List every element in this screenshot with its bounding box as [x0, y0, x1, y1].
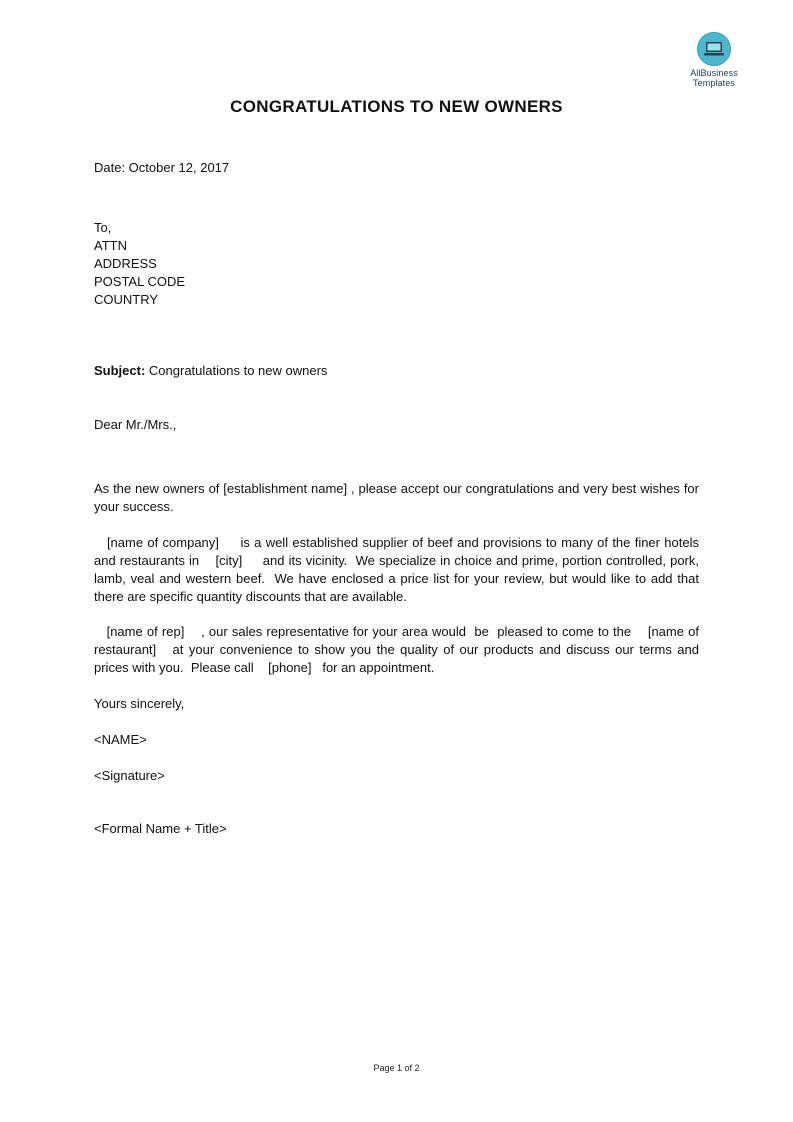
page-title: CONGRATULATIONS TO NEW OWNERS	[230, 97, 563, 116]
company-logo	[682, 32, 746, 88]
logo-line-1: AllBusiness	[690, 68, 738, 78]
sender-name: <NAME>	[94, 732, 147, 747]
closing: Yours sincerely,	[94, 696, 185, 711]
recipient-to: To,	[94, 220, 112, 235]
signature-placeholder: <Signature>	[94, 768, 165, 783]
subject-line	[94, 362, 327, 380]
recipient-address: ADDRESS	[94, 256, 157, 271]
recipient-country: COUNTRY	[94, 292, 159, 307]
logo-line-2: Templates	[693, 78, 735, 88]
date-line: Date: October 12, 2017	[94, 160, 230, 175]
subject-label: Subject:	[94, 363, 146, 378]
formal-name-title: <Formal Name + Title>	[94, 821, 227, 836]
subject-text: Congratulations to new owners	[145, 363, 328, 378]
paragraph-3: [name of rep] , our sales representative for your area would be pleased to come to the [name of restaurant] at your convenience to show you the quality of our products and discuss our terms and prices with you. Please call [phone] for an appointment.	[94, 624, 703, 675]
logo-text	[682, 68, 746, 88]
page-number: Page 1 of 2	[373, 1063, 420, 1073]
salutation: Dear Mr./Mrs.,	[94, 417, 177, 432]
recipient-attn: ATTN	[94, 238, 127, 253]
paragraph-1: As the new owners of [establishment name] , please accept our congratulations and very best wishes for your success.	[94, 481, 699, 514]
paragraph-2: [name of company] is a well established supplier of beef and provisions to many of the finer hotels and restaurants in [city] and its vicinity. We specialize in choice and prime, portion controlled, pork, lamb, veal and western beef. We have enclosed a price list for your review, but would like to add that there are specific quantity discounts that are available.	[94, 535, 703, 604]
recipient-postal-code: POSTAL CODE	[94, 274, 186, 289]
laptop-icon	[697, 32, 731, 66]
